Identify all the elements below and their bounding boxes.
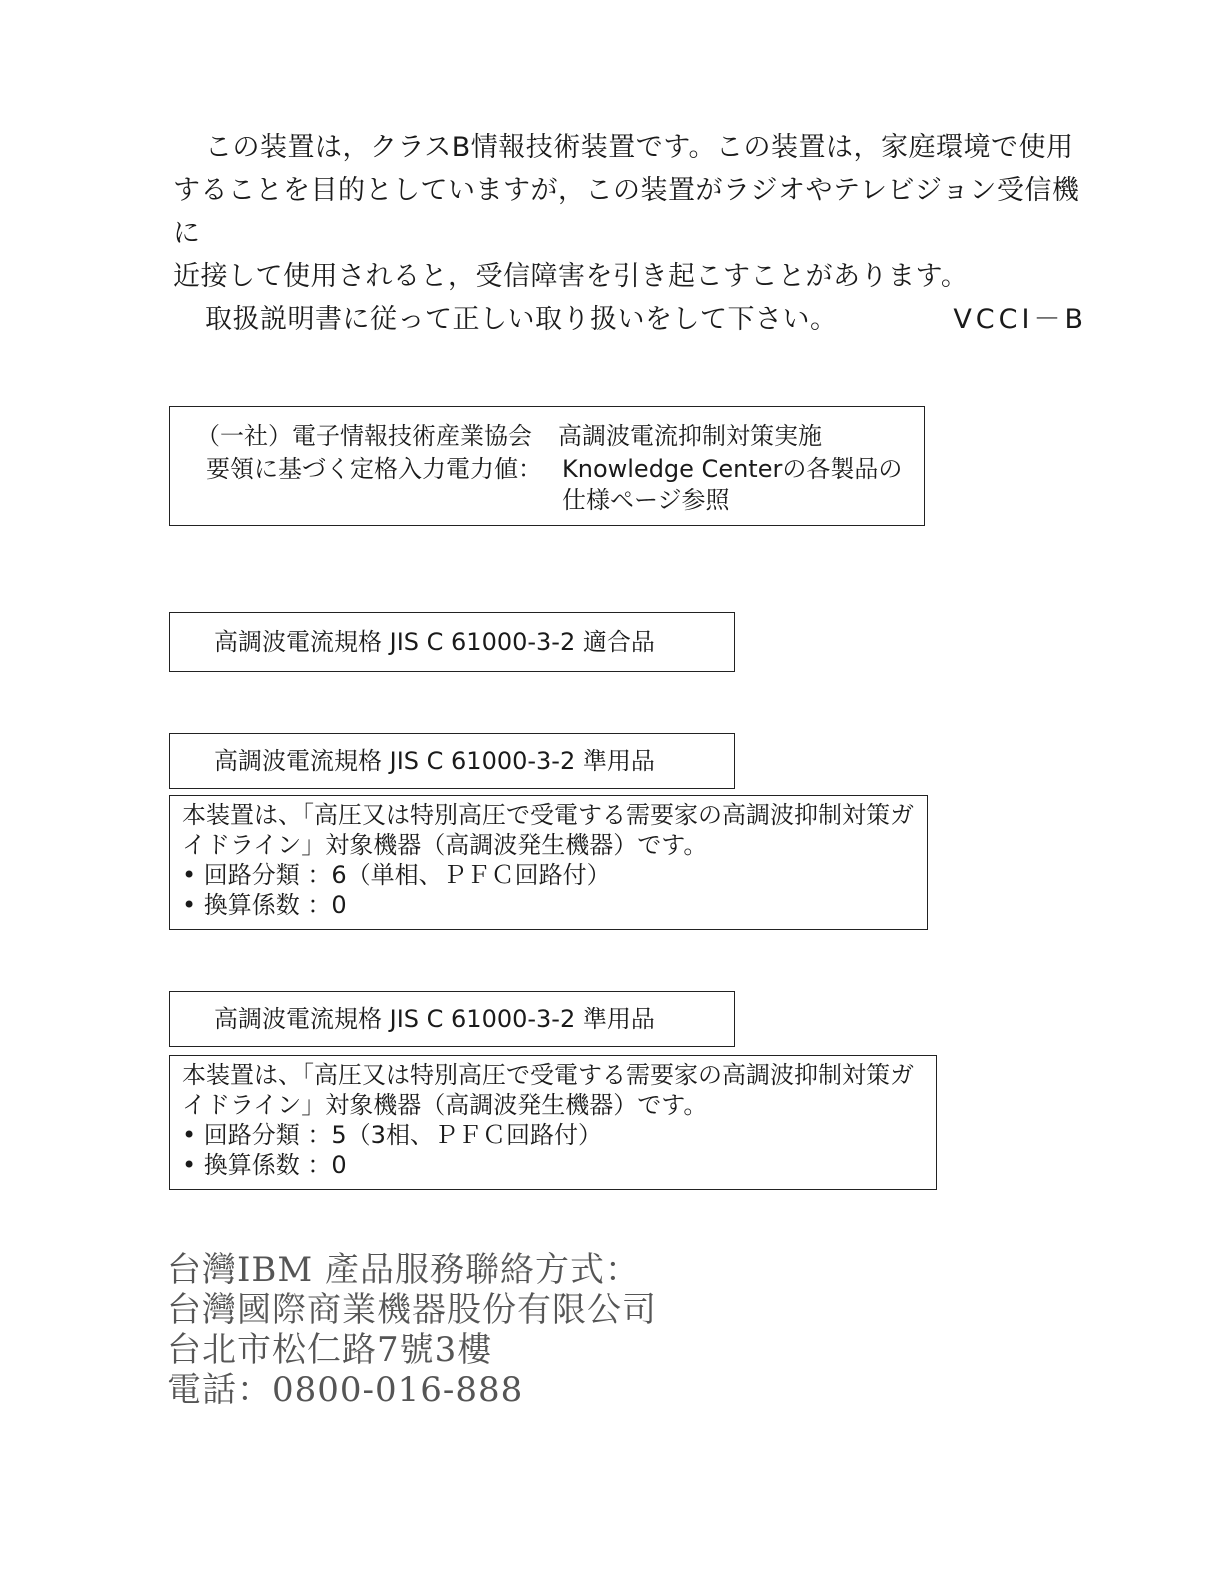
standard-detail-single-phase (169, 795, 928, 930)
vcci-notice (173, 126, 1093, 341)
vcci-line-4-wrap (173, 298, 1093, 341)
taiwan-company: 台灣國際商業機器股份有限公司 (167, 1290, 657, 1330)
taiwan-contact (167, 1250, 657, 1410)
standard-detail-description: 本装置は、「高圧又は特別高圧で受電する需要家の高調波抑制対策ガイドライン」対象機器（高調波発生機器）です。 (182, 801, 914, 859)
vcci-class-mark: VCCI－B (953, 304, 1087, 335)
standard-detail-description: 本装置は、「高圧又は特別高圧で受電する需要家の高調波抑制対策ガイドライン」対象機器（高調波発生機器）です。 (182, 1061, 914, 1119)
standard-applied-box-single-phase (169, 733, 735, 789)
standard-compliant-box (169, 612, 735, 672)
jeita-label: 要領に基づく定格入力電力値： (206, 455, 542, 483)
vcci-line-2: することを目的としていますが，この装置がラジオやテレビジョン受信機に (173, 175, 1080, 249)
jeita-value: Knowledge Centerの各製品の仕様ページ参照 (562, 455, 903, 514)
conversion-factor-item: • 換算係数 ：0 (182, 1151, 347, 1179)
vcci-line-1: この装置は，クラスB情報技術装置です。この装置は，家庭環境で使用 (205, 132, 1074, 163)
taiwan-phone: 電話：0800-016-888 (167, 1370, 524, 1410)
jeita-title: 高調波電流抑制対策実施 (558, 422, 822, 450)
standard-applied-label: 高調波電流規格 JIS C 61000-3-2 準用品 (214, 747, 655, 775)
standard-applied-box-three-phase (169, 991, 735, 1047)
standard-applied-label: 高調波電流規格 JIS C 61000-3-2 準用品 (214, 1005, 655, 1033)
vcci-line-3: 近接して使用されると，受信障害を引き起こすことがあります。 (173, 261, 969, 292)
taiwan-contact-heading: 台灣IBM 產品服務聯絡方式： (167, 1250, 641, 1290)
jeita-org: （一社）電子情報技術産業協会 (196, 422, 532, 450)
conversion-factor-item: • 換算係数 ：0 (182, 891, 347, 919)
standard-compliant-label: 高調波電流規格 JIS C 61000-3-2 適合品 (214, 628, 655, 656)
taiwan-address: 台北市松仁路7號3樓 (167, 1330, 493, 1370)
circuit-class-item: • 回路分類 ：6（単相、ＰＦＣ回路付） (182, 861, 611, 889)
jeita-header (196, 421, 822, 452)
vcci-line-4: 取扱説明書に従って正しい取り扱いをして下さい。 (205, 304, 838, 335)
jeita-harmonic-box (169, 406, 925, 526)
standard-detail-three-phase (169, 1055, 937, 1190)
circuit-class-item: • 回路分類 ：5（3相、ＰＦＣ回路付） (182, 1121, 602, 1149)
